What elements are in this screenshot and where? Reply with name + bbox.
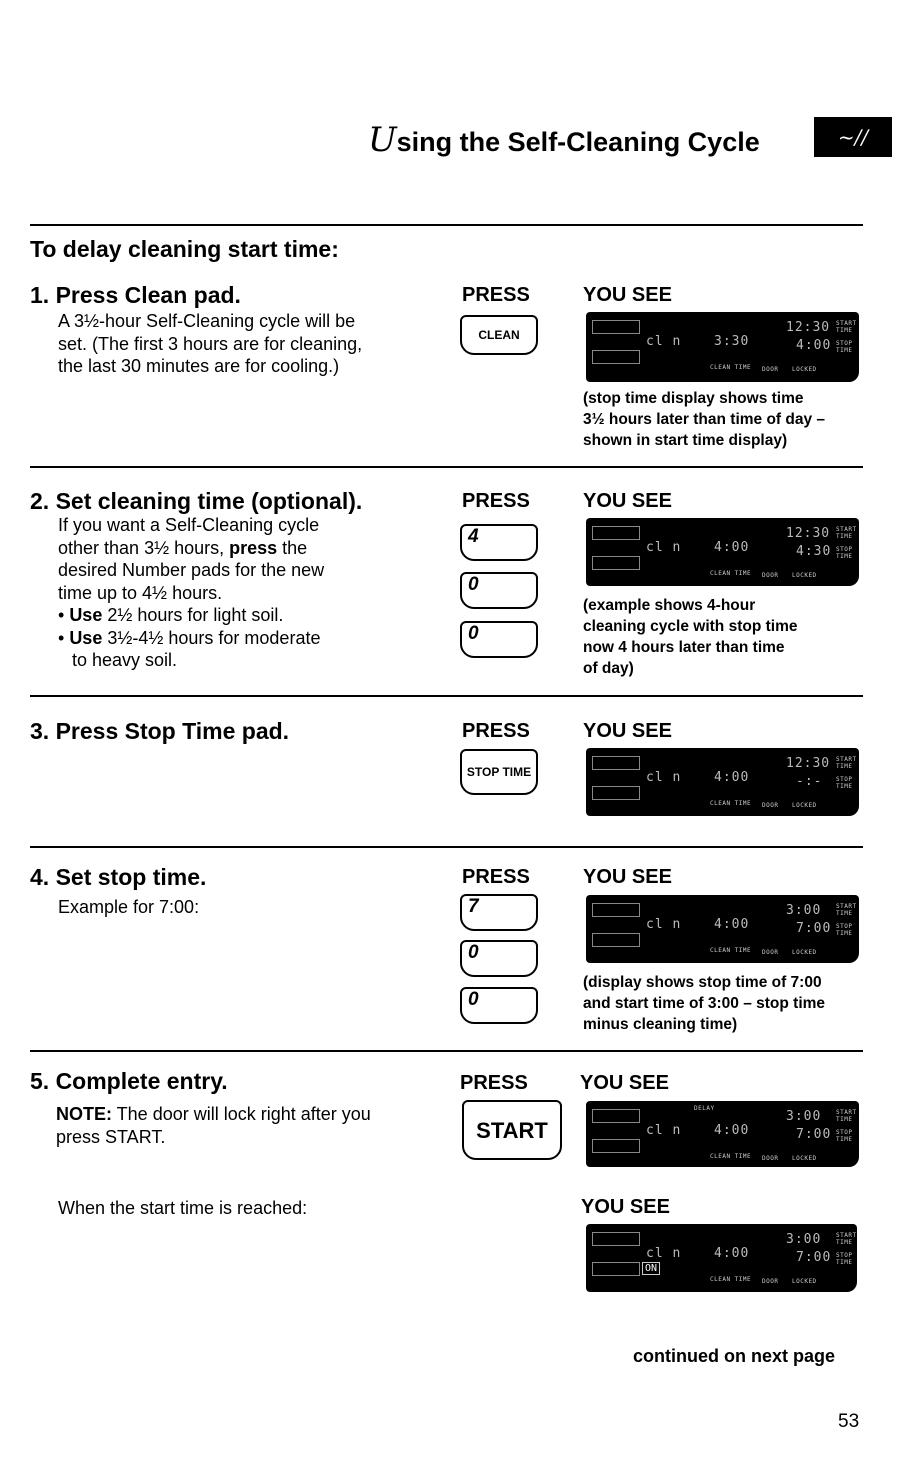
divider [30, 695, 863, 697]
clean-time-readout: 4:00 [714, 917, 750, 932]
stop-time-readout: 4:30 [796, 544, 832, 559]
start-time-tag: START TIME [836, 1109, 857, 1123]
door-tag: DOOR [762, 572, 779, 579]
locked-tag: LOCKED [792, 1155, 817, 1162]
you-see-label: YOU SEE [580, 1072, 669, 1094]
clean-time-readout: 3:30 [714, 334, 750, 349]
locked-tag: LOCKED [792, 1278, 817, 1285]
section-logo: ~∕∕ [814, 117, 892, 157]
stop-time-tag: STOP TIME [836, 1129, 853, 1143]
press-label: PRESS [462, 490, 530, 512]
door-tag: DOOR [762, 366, 779, 373]
step-4-body: Example for 7:00: [58, 897, 200, 917]
indicator-bar [592, 1232, 640, 1246]
door-tag: DOOR [762, 1155, 779, 1162]
display-word: cl n [646, 1246, 682, 1261]
clean-time-tag: CLEAN TIME [710, 570, 752, 577]
start-reached-text: When the start time is reached: [58, 1198, 308, 1218]
indicator-bar [592, 350, 640, 364]
step-2-body: If you want a Self-Cleaning cycle other than 3½ hours, press the desired Number pads for the new time up to 4½ hours. • Use 2½ hours for light soil. • Use 3½-4½ hours for moderate to heavy soil. [58, 515, 325, 670]
press-label: PRESS [462, 866, 530, 888]
number-pad-0[interactable]: 0 [460, 621, 538, 658]
display-word: cl n [646, 334, 682, 349]
you-see-label: YOU SEE [581, 1196, 670, 1218]
start-time-readout: 3:00 [786, 903, 822, 918]
you-see-label: YOU SEE [583, 866, 672, 888]
start-time-readout: 12:30 [786, 320, 831, 335]
indicator-bar [592, 903, 640, 917]
start-time-readout: 12:30 [786, 526, 831, 541]
step-4-note: (display shows stop time of 7:00 and start time of 3:00 – stop time minus cleaning time) [583, 974, 826, 1033]
you-see-label: YOU SEE [583, 490, 672, 512]
step-1-note: (stop time display shows time 3½ hours later than time of day – shown in start time display) [583, 390, 826, 449]
clean-time-readout: 4:00 [714, 540, 750, 555]
indicator-bar [592, 933, 640, 947]
stop-time-tag: STOP TIME [836, 1252, 853, 1266]
indicator-bar [592, 526, 640, 540]
clean-time-tag: CLEAN TIME [710, 947, 752, 954]
oven-display [586, 1101, 859, 1167]
display-word: cl n [646, 1123, 682, 1138]
step-3-title: 3. Press Stop Time pad. [30, 718, 290, 744]
indicator-bar [592, 556, 640, 570]
stop-time-readout: 7:00 [796, 1250, 832, 1265]
clean-time-tag: CLEAN TIME [710, 364, 752, 371]
step-5-title: 5. Complete entry. [30, 1068, 228, 1094]
oven-display [586, 1224, 857, 1292]
indicator-bar [592, 756, 640, 770]
indicator-bar [592, 1109, 640, 1123]
divider [30, 1050, 863, 1052]
start-time-tag: START TIME [836, 1232, 857, 1246]
oven-display [586, 312, 859, 382]
number-pad-4[interactable]: 4 [460, 524, 538, 561]
divider [30, 846, 863, 848]
page-number: 53 [838, 1411, 860, 1432]
start-time-tag: START TIME [836, 320, 857, 334]
clean-time-tag: CLEAN TIME [710, 1276, 752, 1283]
stop-time-readout: 4:00 [796, 338, 832, 353]
on-indicator: ON [642, 1262, 660, 1275]
press-label: PRESS [462, 720, 530, 742]
number-pad-0[interactable]: 0 [460, 572, 538, 609]
clean-time-tag: CLEAN TIME [710, 1153, 752, 1160]
start-time-tag: START TIME [836, 756, 857, 770]
divider [30, 224, 863, 226]
start-pad[interactable]: START [462, 1100, 562, 1160]
stop-time-readout: 7:00 [796, 1127, 832, 1142]
number-pad-7[interactable]: 7 [460, 894, 538, 931]
step-4-title: 4. Set stop time. [30, 864, 207, 890]
indicator-bar [592, 320, 640, 334]
start-time-readout: 12:30 [786, 756, 831, 771]
step-1-body: A 3½-hour Self-Cleaning cycle will be set. (The first 3 hours are for cleaning, the last 30 minutes are for cooling.) [58, 311, 363, 376]
oven-display [586, 518, 859, 586]
start-time-readout: 3:00 [786, 1232, 822, 1247]
door-tag: DOOR [762, 1278, 779, 1285]
divider [30, 466, 863, 468]
indicator-bar [592, 786, 640, 800]
locked-tag: LOCKED [792, 949, 817, 956]
step-2-title: 2. Set cleaning time (optional). [30, 488, 363, 514]
clean-time-readout: 4:00 [714, 770, 750, 785]
continued-note: continued on next page [633, 1346, 836, 1366]
display-word: cl n [646, 770, 682, 785]
locked-tag: LOCKED [792, 802, 817, 809]
stop-time-pad[interactable]: STOP TIME [460, 749, 538, 795]
display-word: cl n [646, 917, 682, 932]
stop-time-tag: STOP TIME [836, 340, 853, 354]
stop-time-readout: 7:00 [796, 921, 832, 936]
step-2-note: (example shows 4-hour cleaning cycle with stop time now 4 hours later than time of day) [583, 597, 798, 677]
section-subheading: To delay cleaning start time: [30, 236, 339, 262]
display-word: cl n [646, 540, 682, 555]
clean-time-readout: 4:00 [714, 1123, 750, 1138]
number-pad-0[interactable]: 0 [460, 987, 538, 1024]
door-tag: DOOR [762, 802, 779, 809]
stop-time-readout: -:- [796, 774, 823, 789]
locked-tag: LOCKED [792, 572, 817, 579]
oven-display [586, 748, 859, 816]
clean-time-tag: CLEAN TIME [710, 800, 752, 807]
stop-time-tag: STOP TIME [836, 923, 853, 937]
oven-display [586, 895, 859, 963]
indicator-bar [592, 1139, 640, 1153]
you-see-label: YOU SEE [583, 720, 672, 742]
step-1-title: 1. Press Clean pad. [30, 282, 241, 308]
step-5-body: NOTE: The door will lock right after you press START. [56, 1104, 371, 1147]
press-label: PRESS [462, 284, 530, 306]
indicator-bar [592, 1262, 640, 1276]
page-title: Using the Self-Cleaning Cycle [368, 120, 760, 160]
number-pad-0[interactable]: 0 [460, 940, 538, 977]
door-tag: DOOR [762, 949, 779, 956]
start-time-readout: 3:00 [786, 1109, 822, 1124]
clean-pad[interactable]: CLEAN [460, 315, 538, 355]
delay-tag: DELAY [694, 1105, 715, 1112]
stop-time-tag: STOP TIME [836, 546, 853, 560]
clean-time-readout: 4:00 [714, 1246, 750, 1261]
stop-time-tag: STOP TIME [836, 776, 853, 790]
start-time-tag: START TIME [836, 903, 857, 917]
you-see-label: YOU SEE [583, 284, 672, 306]
press-label: PRESS [460, 1072, 528, 1094]
start-time-tag: START TIME [836, 526, 857, 540]
locked-tag: LOCKED [792, 366, 817, 373]
